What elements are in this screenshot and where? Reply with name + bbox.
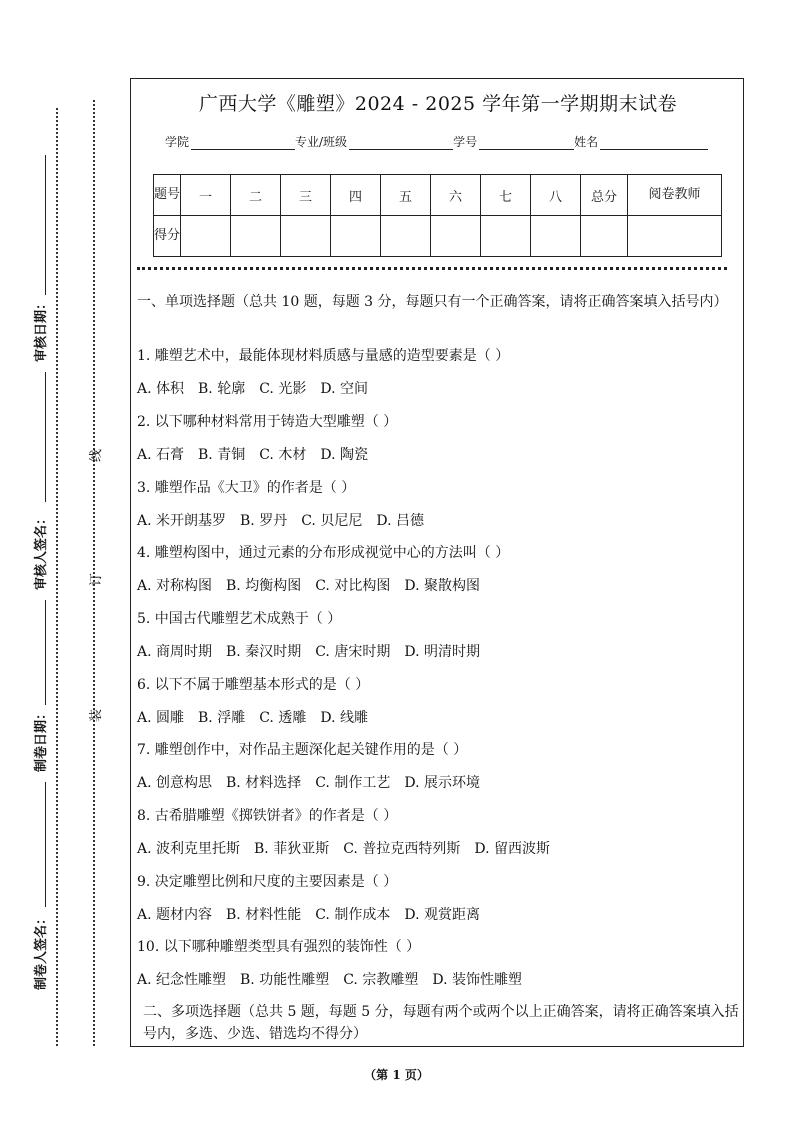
section1-heading: 一、单项选择题（总共 10 题，每题 3 分，每题只有一个正确答案，请将正确答案填入括号内） bbox=[137, 294, 728, 310]
option[interactable]: D. 线雕 bbox=[320, 710, 368, 726]
option[interactable]: B. 浮雕 bbox=[198, 710, 246, 726]
option[interactable]: B. 罗丹 bbox=[240, 513, 288, 529]
question-5: 5. 中国古代雕塑艺术成熟于（ ） bbox=[137, 611, 342, 627]
option[interactable]: B. 轮廓 bbox=[198, 381, 246, 397]
options-8 bbox=[137, 838, 564, 858]
options-3 bbox=[137, 510, 438, 530]
option[interactable]: D. 空间 bbox=[320, 381, 368, 397]
question-number-label: 题号 bbox=[154, 175, 181, 216]
reviewer-teacher-label: 阅卷教师 bbox=[628, 175, 722, 216]
option[interactable]: D. 装饰性雕塑 bbox=[432, 972, 522, 988]
option[interactable]: D. 留西波斯 bbox=[474, 841, 550, 857]
option[interactable]: A. 体积 bbox=[137, 381, 185, 397]
score-cell[interactable] bbox=[431, 216, 481, 257]
option[interactable]: C. 贝尼尼 bbox=[301, 513, 363, 529]
option[interactable]: B. 材料性能 bbox=[226, 907, 302, 923]
score-cell[interactable] bbox=[331, 216, 381, 257]
option[interactable]: D. 明清时期 bbox=[404, 644, 480, 660]
option[interactable]: D. 聚散构图 bbox=[404, 578, 480, 594]
score-cell[interactable] bbox=[531, 216, 581, 257]
option[interactable]: A. 题材内容 bbox=[137, 907, 213, 923]
options-9 bbox=[137, 904, 494, 924]
section2-heading: 二、多项选择题（总共 5 题，每题 5 分，每题有两个或两个以上正确答案，请将正确答案填入括号内，多选、少选、错选均不得分） bbox=[143, 1004, 739, 1042]
options-2 bbox=[137, 444, 382, 464]
question-3: 3. 雕塑作品《大卫》的作者是（ ） bbox=[137, 480, 356, 496]
major-label: 专业/班级 bbox=[295, 135, 348, 149]
binding-line-char: 线 bbox=[89, 448, 104, 462]
page-number: （第 1 页） bbox=[364, 1068, 429, 1082]
option[interactable]: A. 商周时期 bbox=[137, 644, 213, 660]
review-date-label: 审核日期： bbox=[34, 296, 49, 362]
name-label: 姓名 bbox=[574, 135, 599, 149]
question-2: 2. 以下哪种材料常用于铸造大型雕塑（ ） bbox=[137, 414, 398, 430]
option[interactable]: D. 展示环境 bbox=[404, 775, 480, 791]
score-col-1: 一 bbox=[181, 175, 231, 216]
options-6 bbox=[137, 707, 382, 727]
prep-date-label: 制卷日期： bbox=[34, 706, 49, 772]
option[interactable]: C. 制作成本 bbox=[315, 907, 391, 923]
option[interactable]: B. 菲狄亚斯 bbox=[254, 841, 330, 857]
review-date-blank bbox=[45, 155, 46, 295]
options-1 bbox=[137, 378, 382, 398]
score-col-8: 八 bbox=[531, 175, 581, 216]
reviewer-sign-blank bbox=[45, 372, 46, 502]
options-10 bbox=[137, 969, 536, 989]
student-id-field[interactable] bbox=[479, 137, 574, 150]
option[interactable]: A. 对称构图 bbox=[137, 578, 213, 594]
option[interactable]: A. 波利克里托斯 bbox=[137, 841, 241, 857]
options-5 bbox=[137, 641, 494, 661]
score-col-6: 六 bbox=[431, 175, 481, 216]
preparer-sign-blank bbox=[45, 782, 46, 907]
option[interactable]: C. 唐宋时期 bbox=[315, 644, 391, 660]
college-field[interactable] bbox=[191, 137, 295, 150]
question-9: 9. 决定雕塑比例和尺度的主要因素是（ ） bbox=[137, 874, 398, 890]
score-col-5: 五 bbox=[381, 175, 431, 216]
option[interactable]: A. 米开朗基罗 bbox=[137, 513, 227, 529]
option[interactable]: C. 普拉克西特列斯 bbox=[343, 841, 461, 857]
option[interactable]: C. 对比构图 bbox=[315, 578, 391, 594]
question-7: 7. 雕塑创作中，对作品主题深化起关键作用的是（ ） bbox=[137, 742, 468, 758]
option[interactable]: A. 纪念性雕塑 bbox=[137, 972, 227, 988]
exam-title: 广西大学《雕塑》2024 - 2025 学年第一学期期末试卷 bbox=[198, 93, 678, 115]
exam-frame bbox=[130, 78, 744, 1047]
score-col-3: 三 bbox=[281, 175, 331, 216]
option[interactable]: C. 宗教雕塑 bbox=[343, 972, 419, 988]
score-col-7: 七 bbox=[481, 175, 531, 216]
options-4 bbox=[137, 575, 494, 595]
binding-staple-char: 订 bbox=[89, 572, 104, 586]
option[interactable]: D. 陶瓷 bbox=[320, 447, 368, 463]
college-label: 学院 bbox=[165, 135, 190, 149]
score-cell[interactable] bbox=[181, 216, 231, 257]
option[interactable]: A. 创意构思 bbox=[137, 775, 213, 791]
option[interactable]: B. 材料选择 bbox=[226, 775, 302, 791]
score-col-total: 总分 bbox=[581, 175, 628, 216]
option[interactable]: B. 青铜 bbox=[198, 447, 246, 463]
reviewer-signature-cell[interactable] bbox=[628, 216, 722, 257]
score-cell[interactable] bbox=[481, 216, 531, 257]
prep-date-blank bbox=[45, 600, 46, 705]
option[interactable]: A. 圆雕 bbox=[137, 710, 185, 726]
score-table bbox=[153, 174, 722, 257]
dotted-separator bbox=[137, 267, 727, 270]
question-6: 6. 以下不属于雕塑基本形式的是（ ） bbox=[137, 677, 370, 693]
binding-dotted-line-outer bbox=[56, 108, 58, 1046]
option[interactable]: D. 吕德 bbox=[376, 513, 424, 529]
reviewer-sign-label: 审核人签名： bbox=[34, 511, 49, 590]
option[interactable]: B. 秦汉时期 bbox=[226, 644, 302, 660]
question-10: 10. 以下哪种雕塑类型具有强烈的装饰性（ ） bbox=[137, 939, 421, 955]
options-7 bbox=[137, 772, 494, 792]
option[interactable]: B. 均衡构图 bbox=[226, 578, 302, 594]
preparer-sign-label: 制卷人签名： bbox=[34, 911, 49, 990]
score-cell[interactable] bbox=[281, 216, 331, 257]
score-col-4: 四 bbox=[331, 175, 381, 216]
score-col-2: 二 bbox=[231, 175, 281, 216]
score-cell[interactable] bbox=[231, 216, 281, 257]
student-id-label: 学号 bbox=[453, 135, 478, 149]
option[interactable]: C. 木材 bbox=[259, 447, 307, 463]
score-cell[interactable] bbox=[381, 216, 431, 257]
binding-bind-char: 装 bbox=[89, 708, 104, 722]
option[interactable]: A. 石膏 bbox=[137, 447, 185, 463]
question-8: 8. 古希腊雕塑《掷铁饼者》的作者是（ ） bbox=[137, 808, 398, 824]
student-info-line bbox=[165, 133, 708, 150]
score-cell-total[interactable] bbox=[581, 216, 628, 257]
option[interactable]: C. 制作工艺 bbox=[315, 775, 391, 791]
option[interactable]: C. 透雕 bbox=[259, 710, 307, 726]
option[interactable]: C. 光影 bbox=[259, 381, 307, 397]
option[interactable]: B. 功能性雕塑 bbox=[240, 972, 330, 988]
score-row-label: 得分 bbox=[154, 216, 181, 257]
option[interactable]: D. 观赏距离 bbox=[404, 907, 480, 923]
name-field[interactable] bbox=[600, 137, 708, 150]
major-field[interactable] bbox=[349, 137, 453, 150]
question-1: 1. 雕塑艺术中，最能体现材料质感与量感的造型要素是（ ） bbox=[137, 348, 510, 364]
question-4: 4. 雕塑构图中，通过元素的分布形成视觉中心的方法叫（ ） bbox=[137, 545, 510, 561]
